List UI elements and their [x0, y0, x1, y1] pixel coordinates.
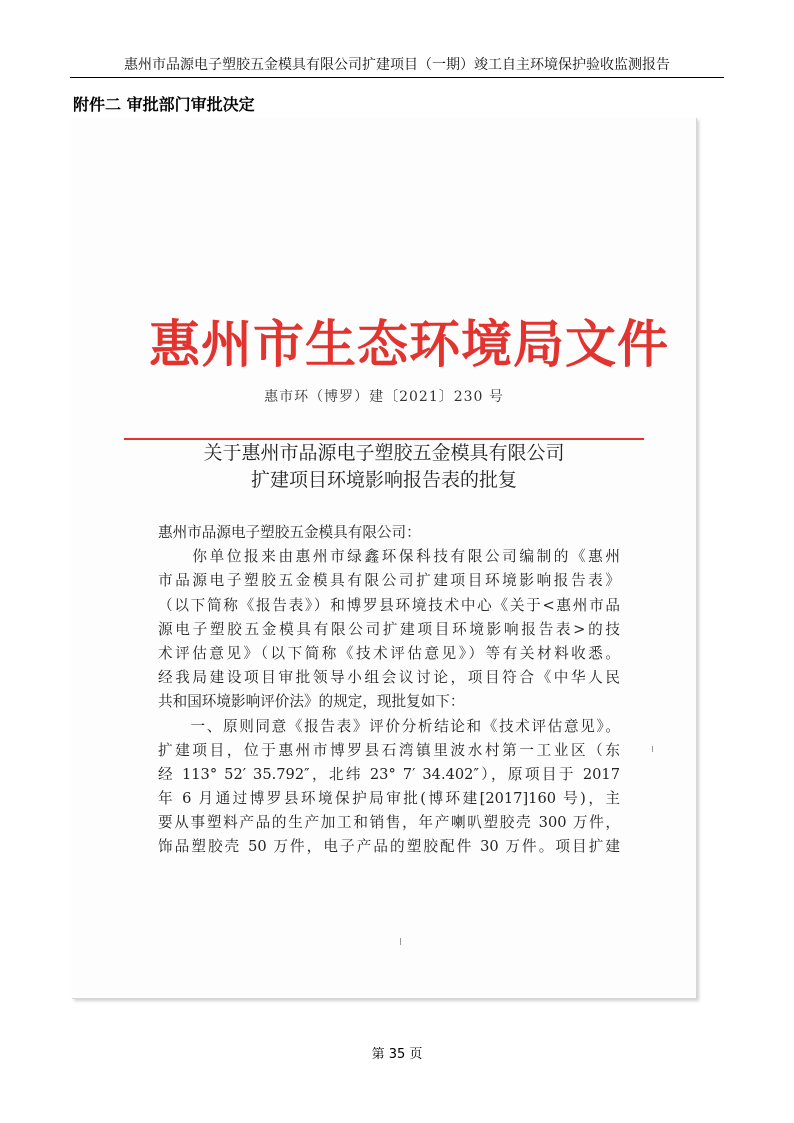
- document-title: [72, 440, 696, 494]
- body-line: 经我局建设项目审批领导小组会议讨论，项目符合《中华人民: [158, 669, 620, 687]
- body-line: 扩建项目，位于惠州市博罗县石湾镇里波水村第一工业区（东: [158, 741, 620, 759]
- body-line: （以下简称《报告表》）和博罗县环境技术中心《关于<惠州市品: [158, 596, 620, 614]
- body-line: 共和国环境影响评价法》的规定，现批复如下：: [158, 693, 465, 711]
- scan-mark: [400, 938, 401, 945]
- header-rule: [70, 77, 724, 78]
- body-line: 惠州市品源电子塑胶五金模具有限公司：: [158, 524, 421, 541]
- body-line: 市品源电子塑胶五金模具有限公司扩建项目环境影响报告表》: [158, 572, 620, 590]
- body-line: 术评估意见》（以下简称《技术评估意见》）等有关材料收悉。: [158, 644, 620, 662]
- scan-mark: [652, 746, 653, 752]
- body-line: 年 6 月通过博罗县环境保护局审批(博环建[2017]160 号)，主: [158, 790, 620, 808]
- body-line: 经 113° 52′ 35.792″，北纬 23° 7′ 34.402″），原项目于 2017: [158, 765, 620, 783]
- running-header: 惠州市品源电子塑胶五金模具有限公司扩建项目（一期）竣工自主环境保护验收监测报告: [124, 57, 670, 73]
- body-line: 饰品塑胶壳 50 万件，电子产品的塑胶配件 30 万件。项目扩建: [158, 838, 620, 856]
- body-line: 源电子塑胶五金模具有限公司扩建项目环境影响报告表>的技: [158, 620, 620, 638]
- body-line: 一、原则同意《报告表》评价分析结论和《技术评估意见》。: [158, 717, 620, 735]
- document-number: 惠市环（博罗）建〔2021〕230 号: [264, 389, 504, 405]
- scanned-document: [72, 118, 697, 999]
- body-line: 你单位报来由惠州市绿鑫环保科技有限公司编制的《惠州: [158, 548, 620, 566]
- attachment-title: 附件二 审批部门审批决定: [73, 95, 255, 114]
- document-heading: 惠州市生态环境局文件: [149, 315, 670, 375]
- body-line: 要从事塑料产品的生产加工和销售，年产喇叭塑胶壳 300 万件，: [158, 814, 620, 832]
- document-title-line: 关于惠州市品源电子塑胶五金模具有限公司: [203, 442, 565, 464]
- document-title-line: 扩建项目环境影响报告表的批复: [250, 469, 517, 491]
- document-body: [158, 521, 620, 860]
- page-number: 第 35 页: [371, 1047, 423, 1062]
